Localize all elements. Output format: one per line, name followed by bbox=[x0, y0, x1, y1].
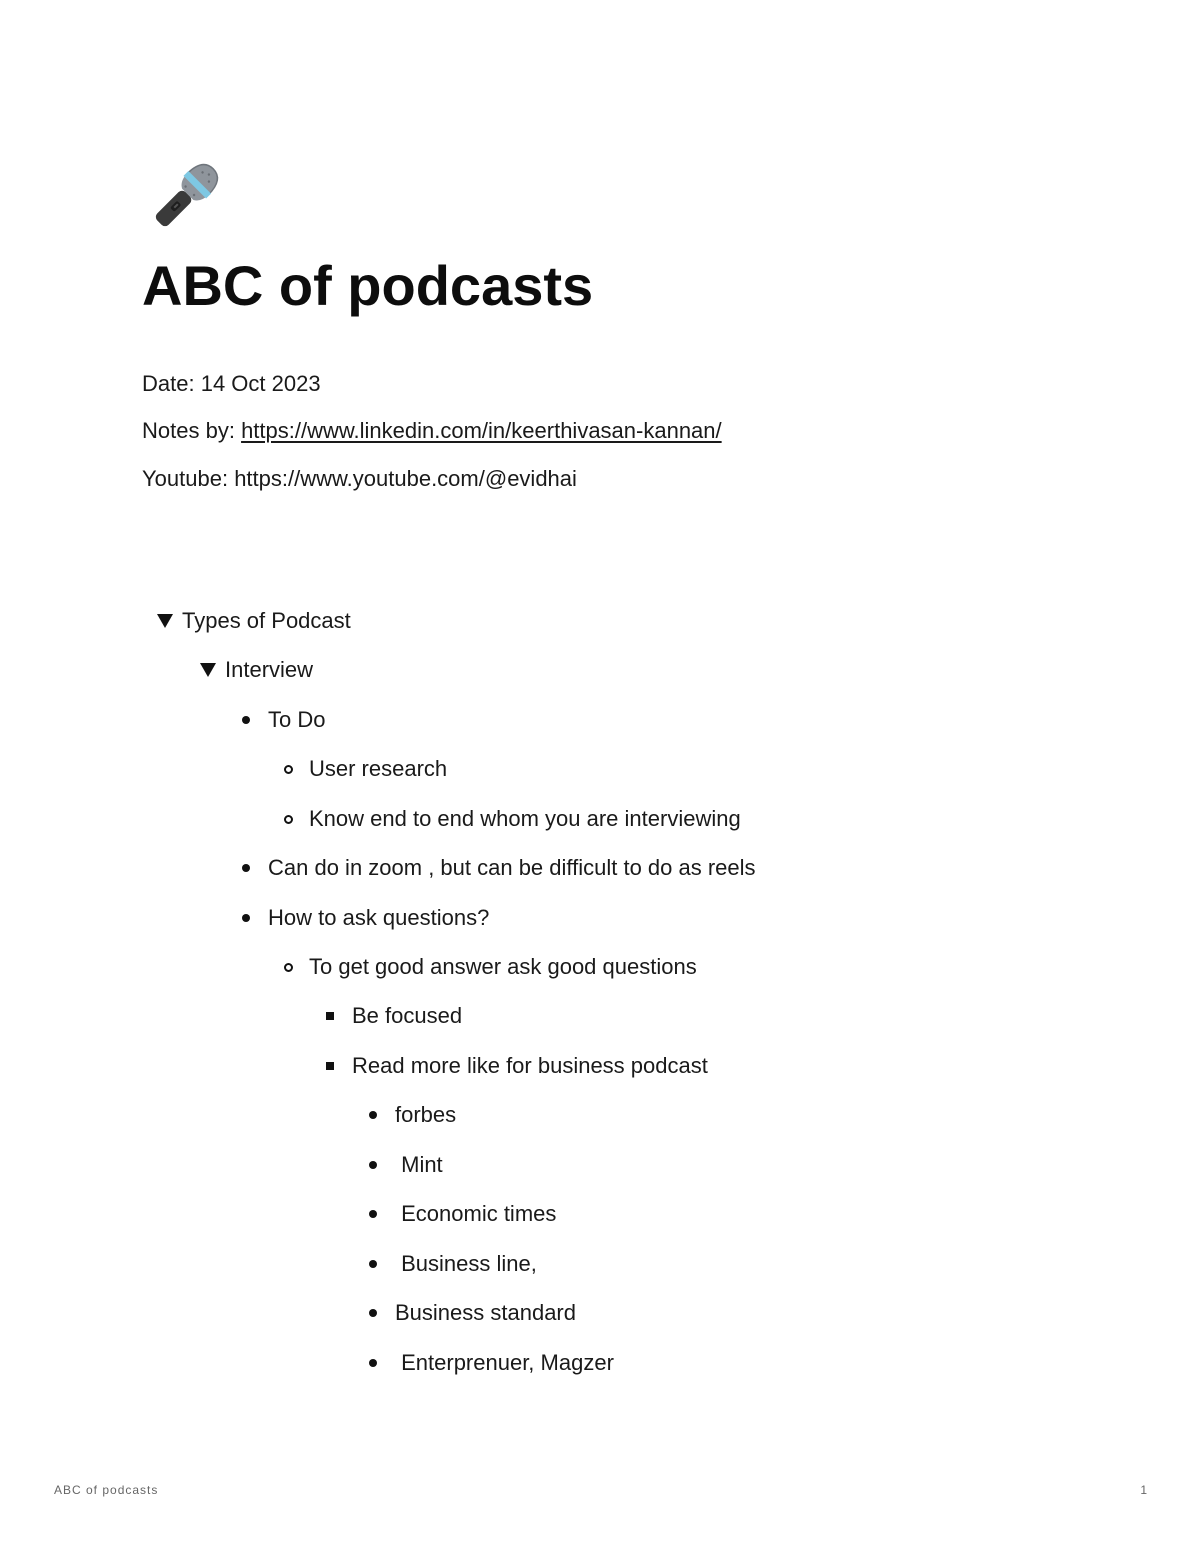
footer-page-number: 1 bbox=[1140, 1483, 1148, 1497]
list-item-text: To Do bbox=[268, 707, 326, 732]
list-item bbox=[369, 1150, 443, 1180]
youtube-value: https://www.youtube.com/@evidhai bbox=[234, 466, 577, 491]
page-title: ABC of podcasts bbox=[142, 254, 594, 317]
toggle-label: Interview bbox=[225, 657, 314, 682]
bullet-disc-icon bbox=[369, 1309, 377, 1317]
list-item bbox=[369, 1199, 556, 1229]
bullet-disc-icon bbox=[369, 1210, 377, 1218]
list-item bbox=[369, 1249, 537, 1279]
toggle-triangle-icon[interactable] bbox=[200, 663, 216, 677]
list-item-text: Business standard bbox=[395, 1300, 576, 1325]
bullet-disc-icon bbox=[242, 914, 250, 922]
notes-line bbox=[142, 416, 722, 446]
list-item-text: Read more like for business podcast bbox=[352, 1053, 708, 1078]
list-item-text: Business line, bbox=[395, 1251, 537, 1276]
bullet-disc-icon bbox=[369, 1260, 377, 1268]
bullet-disc-icon bbox=[242, 716, 250, 724]
list-item-text: To get good answer ask good questions bbox=[309, 954, 697, 979]
list-item-text: Be focused bbox=[352, 1003, 463, 1028]
list-item bbox=[242, 853, 756, 883]
toggle-label: Types of Podcast bbox=[182, 608, 351, 633]
microphone-icon bbox=[142, 150, 232, 240]
date-line bbox=[142, 369, 321, 399]
list-item-text: How to ask questions? bbox=[268, 905, 490, 930]
bullet-square-icon bbox=[326, 1012, 334, 1020]
list-item-text: Enterprenuer, Magzer bbox=[395, 1350, 614, 1375]
list-item bbox=[284, 804, 741, 834]
list-item-text: User research bbox=[309, 756, 448, 781]
list-item bbox=[326, 1001, 462, 1031]
bullet-circle-icon bbox=[284, 765, 293, 774]
bullet-disc-icon bbox=[242, 864, 250, 872]
list-item-text: Economic times bbox=[395, 1201, 557, 1226]
bullet-circle-icon bbox=[284, 815, 293, 824]
list-item bbox=[369, 1298, 576, 1328]
footer-doc-name: ABC of podcasts bbox=[54, 1483, 159, 1497]
list-item-text: forbes bbox=[395, 1102, 457, 1127]
notes-label: Notes by: bbox=[142, 418, 235, 443]
bullet-disc-icon bbox=[369, 1359, 377, 1367]
list-item-text: Know end to end whom you are interviewing bbox=[309, 806, 741, 831]
youtube-label: Youtube: bbox=[142, 466, 229, 491]
bullet-disc-icon bbox=[369, 1161, 377, 1169]
list-item bbox=[284, 952, 697, 982]
list-item bbox=[284, 754, 447, 784]
list-item bbox=[242, 705, 325, 735]
bullet-square-icon bbox=[326, 1062, 334, 1070]
toggle-triangle-icon[interactable] bbox=[157, 614, 173, 628]
list-item-text: Mint bbox=[395, 1152, 443, 1177]
linkedin-link[interactable]: https://www.linkedin.com/in/keerthivasan-kannan/ bbox=[241, 418, 722, 443]
date-label: Date: bbox=[142, 371, 195, 396]
list-item bbox=[326, 1051, 708, 1081]
bullet-disc-icon bbox=[369, 1111, 377, 1119]
toggle-types-of-podcast[interactable] bbox=[157, 606, 351, 636]
list-item-text: Can do in zoom , but can be difficult to do as reels bbox=[268, 855, 756, 880]
bullet-circle-icon bbox=[284, 963, 293, 972]
list-item bbox=[369, 1348, 614, 1378]
list-item bbox=[369, 1100, 456, 1130]
list-item bbox=[242, 903, 489, 933]
date-value: 14 Oct 2023 bbox=[200, 371, 321, 396]
youtube-line bbox=[142, 464, 577, 494]
toggle-interview[interactable] bbox=[200, 655, 313, 685]
